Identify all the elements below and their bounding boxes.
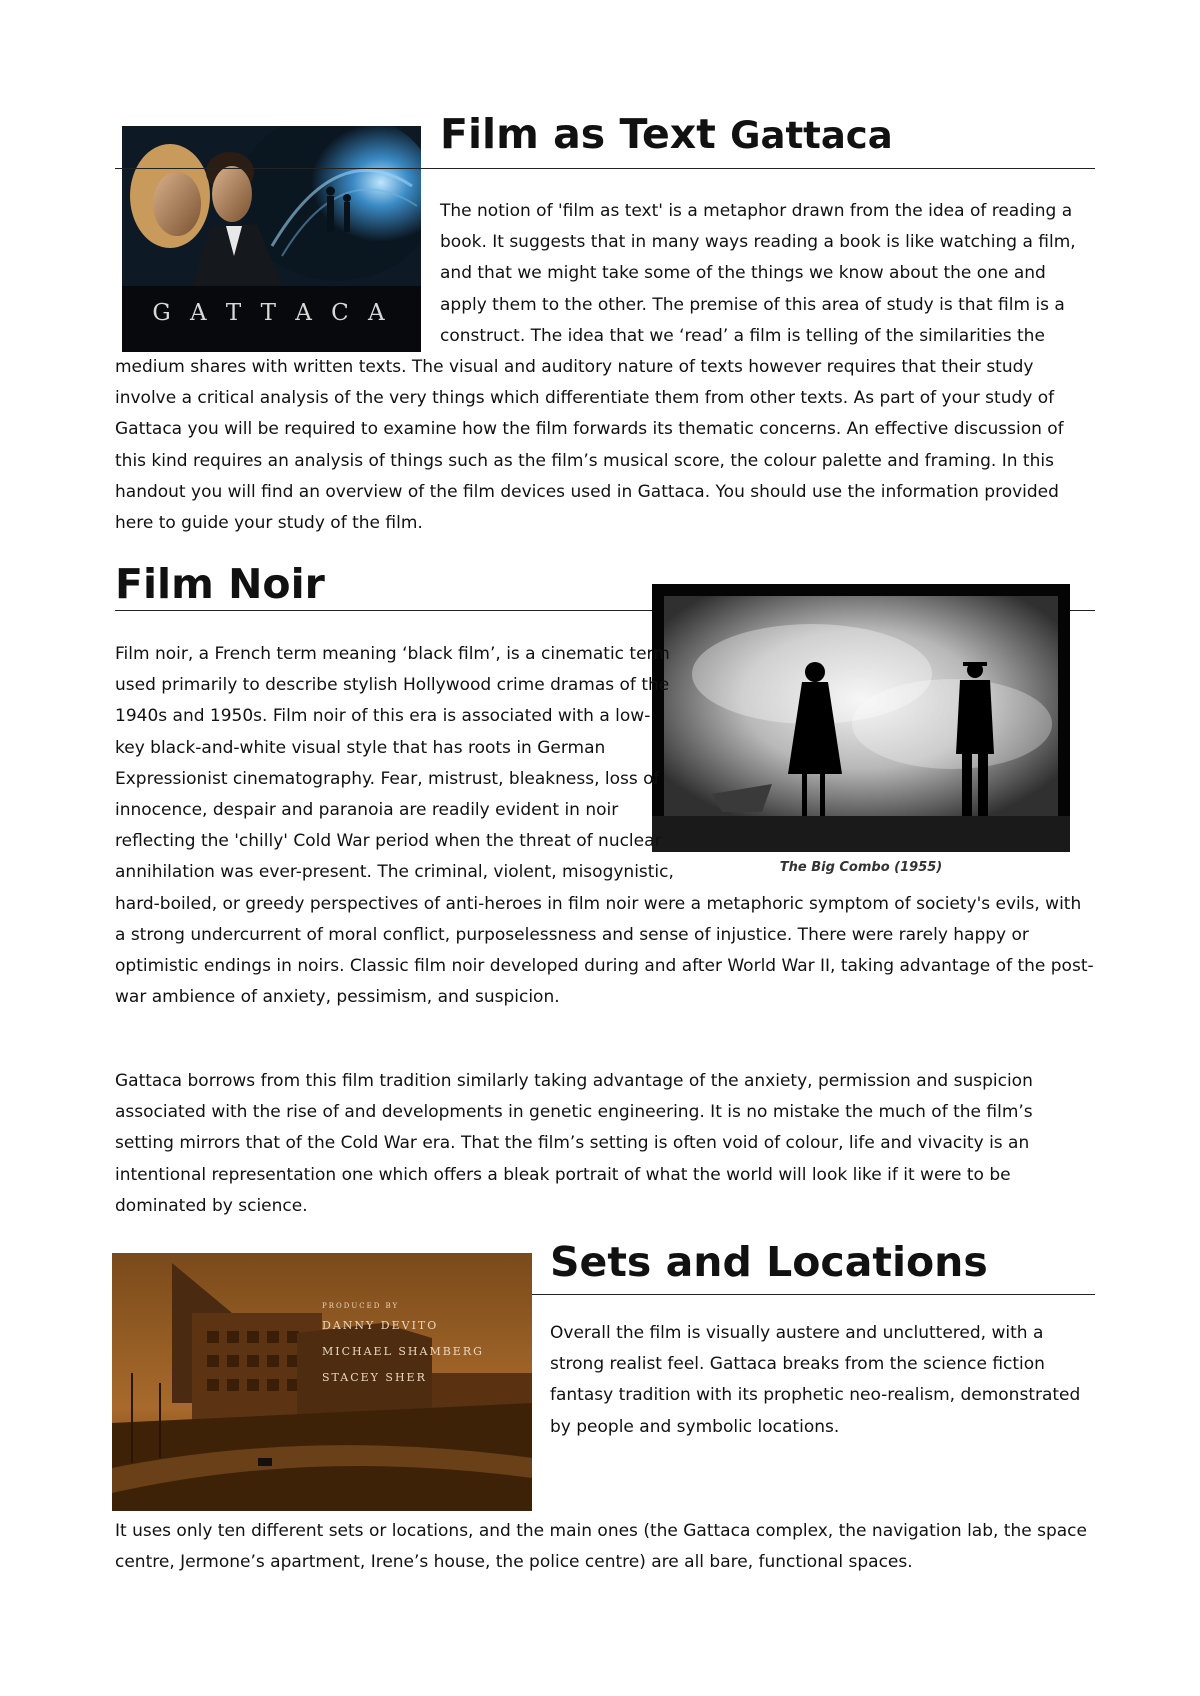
intro-paragraph: The notion of 'film as text' is a metaphor drawn from the idea of reading a book. It suggests that in many ways reading a book is like watching a film, and that we might take some of the things we know about the one and apply them to the other. The premise of this area of study is that film is a construct. The idea that we ‘read’ a film is telling of the similarities the medium shares with written texts. The visual and auditory nature of texts however requires that their study involve a critical analysis of the very things which differentiate them from other texts. As part of your study of Gattaca you will be required to examine how the film forwards its thematic concerns. An effective discussion of this kind requires an analysis of things such as the film’s musical score, the colour palette and framing. In this handout you will find an overview of the film devices used in Gattaca. You should use the information provided here to guide your study of the film. [115, 201, 1076, 534]
image-caption: The Big Combo (1955) [779, 860, 943, 875]
title-rule [115, 168, 1095, 169]
poster-caption: G A T T A C A [152, 300, 391, 326]
gattaca-complex-still-image [112, 1253, 532, 1511]
credit-line: STACEY SHER [322, 1371, 427, 1384]
section-heading-sets-locations: Sets and Locations [550, 1238, 988, 1286]
credit-line: DANNY DEVITO [322, 1319, 439, 1332]
sets-locations-rule [532, 1294, 1095, 1295]
film-noir-paragraph: Film noir, a French term meaning ‘black film’, is a cinematic term used primarily to describe stylish Hollywood crime dramas of the 1940s and 1950s. Film noir of this era is associated with a low-key black-and-white visual style that has roots in German Expressionist cinematography. Fear, mistrust, bleakness, loss of innocence, despair and paranoia are readily evident in noir reflecting the 'chilly' Cold War period when the threat of nuclear annihilation was ever-present. The criminal, violent, misogynistic, hard-boiled, or greedy perspectives of anti-heroes in film noir were a metaphoric symptom of society's evils, with a strong undercurrent of moral conflict, purposelessness and sense of injustice. There were rarely happy or optimistic endings in noirs. Classic film noir developed during and after World War II, taking advantage of the post-war ambience of anxiety, pessimism, and suspicion. [115, 644, 1094, 1008]
title-main: Film as Text [440, 110, 716, 158]
sets-paragraph: Overall the film is visually austere and uncluttered, with a strong realist feel. Gattaca breaks from the science fiction fantasy tradition with its prophetic neo-realism, demonstrated by people and symbolic locations. [550, 1323, 1081, 1437]
credit-line: PRODUCED BY [322, 1302, 400, 1310]
credit-line: MICHAEL SHAMBERG [322, 1345, 484, 1358]
film-credits [322, 1299, 484, 1391]
section-heading-film-noir: Film Noir [115, 560, 325, 608]
film-noir-paragraph-block [115, 639, 1095, 1013]
title-sub: Gattaca [730, 114, 893, 157]
gattaca-noir-paragraph: Gattaca borrows from this film tradition similarly taking advantage of the anxiety, permission and suspicion associated with the rise of and developments in genetic engineering. It is no mistake the much of the film’s setting mirrors that of the Cold War era. That the film’s setting is often void of colour, life and vivacity is an intentional representation one which offers a bleak portrait of what the world will look like if it were to be dominated by science. [115, 1071, 1033, 1216]
intro-paragraph-block [115, 196, 1095, 539]
page-title [440, 110, 893, 158]
locations-paragraph: It uses only ten different sets or locations, and the main ones (the Gattaca complex, the navigation lab, the space centre, Jermone’s apartment, Irene’s house, the police centre) are all bare, functional spaces. [115, 1521, 1087, 1573]
